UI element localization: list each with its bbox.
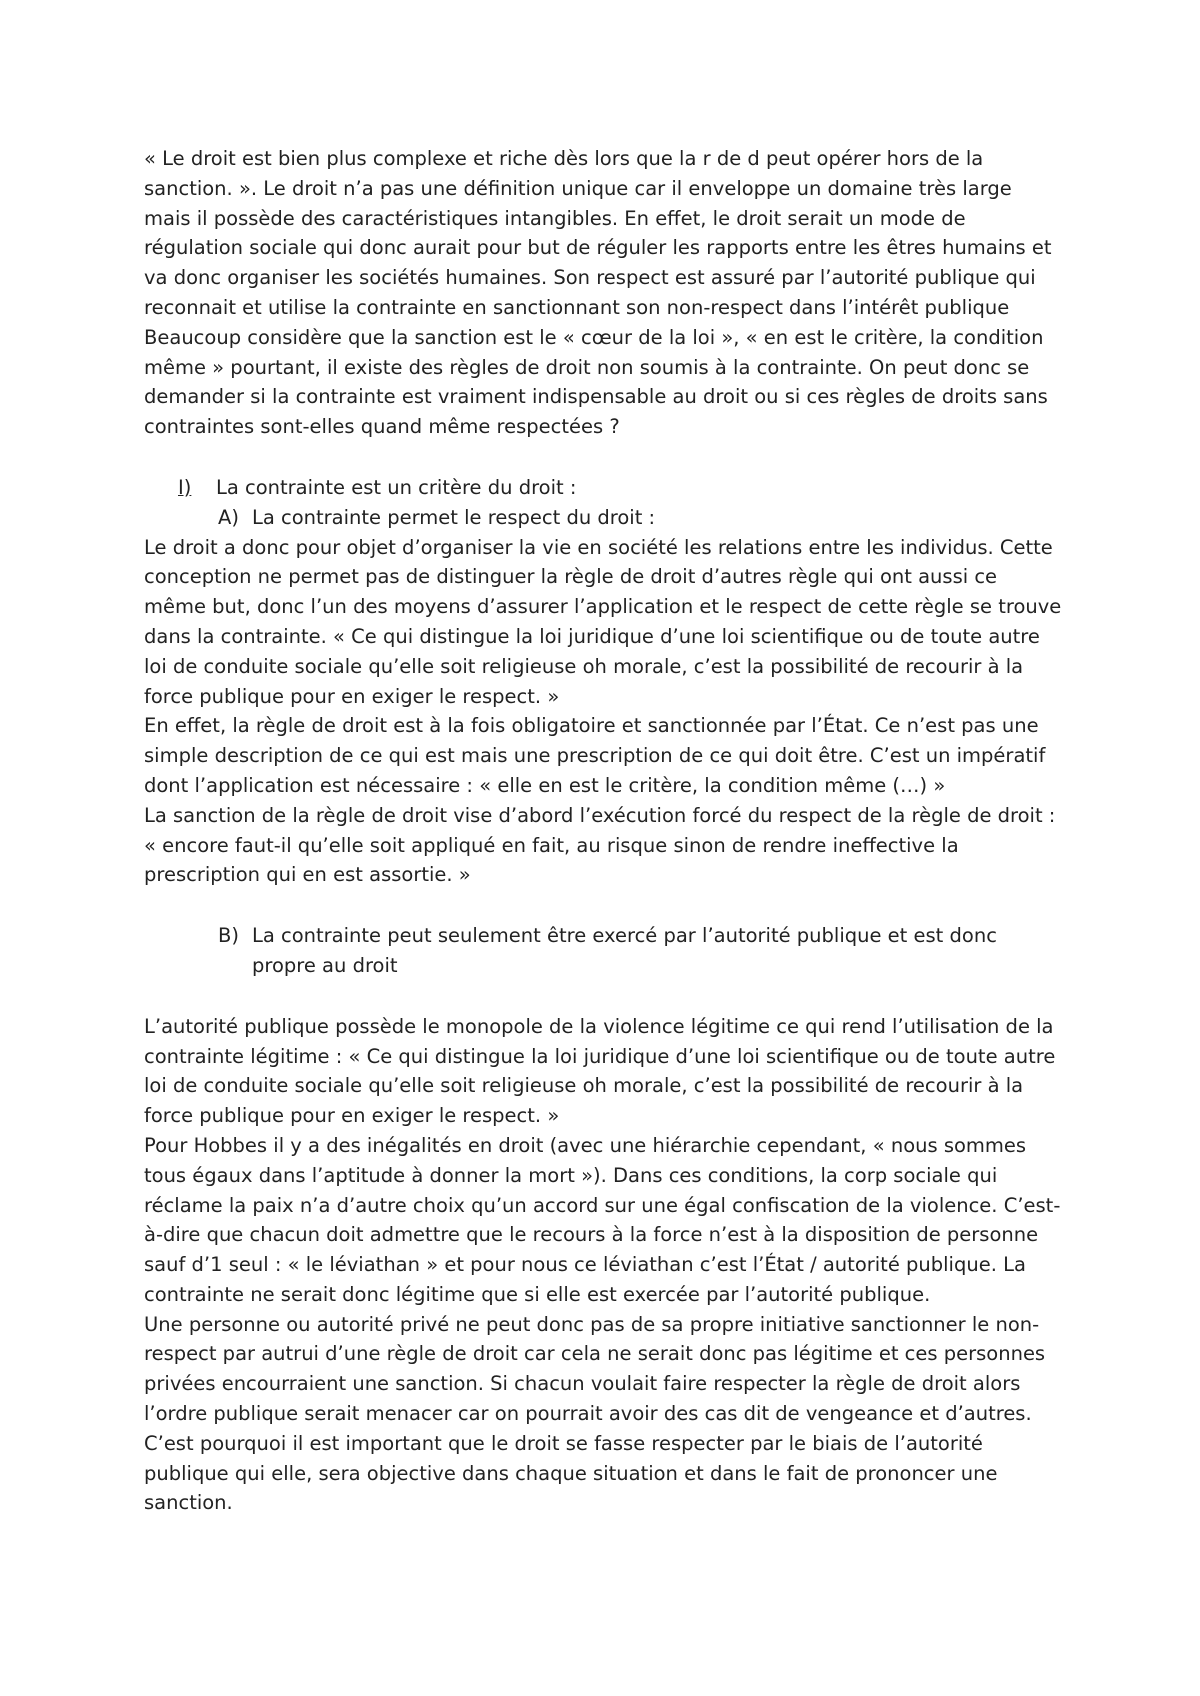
text-line: régulation sociale qui donc aurait pour but de réguler les rapports entre les êtres humains et: [144, 236, 1052, 260]
text-line: force publique pour en exiger le respect. »: [144, 684, 560, 708]
text-line: respect par autrui d’une règle de droit car cela ne serait donc pas légitime et ces personnes: [144, 1342, 1046, 1366]
subsection-heading-a: [144, 503, 1070, 533]
subsection-letter: A): [218, 505, 239, 529]
text-line: loi de conduite sociale qu’elle soit religieuse oh morale, c’est la possibilité de recourir à la: [144, 654, 1024, 678]
text-line: mais il possède des caractéristiques intangibles. En effet, le droit serait un mode de: [144, 206, 966, 230]
intro-paragraph: [144, 144, 1070, 442]
text-line: sanction.: [144, 1491, 233, 1515]
section-title: La contrainte est un critère du droit :: [216, 475, 577, 499]
text-line: publique qui elle, sera objective dans chaque situation et dans le fait de prononcer une: [144, 1461, 998, 1485]
subsection-title-line: propre au droit: [252, 953, 398, 977]
section-heading-1: [144, 473, 1070, 503]
text-line: Beaucoup considère que la sanction est le « cœur de la loi », « en est le critère, la condition: [144, 325, 1044, 349]
text-line: force publique pour en exiger le respect. »: [144, 1104, 560, 1128]
subsection-title: La contrainte permet le respect du droit :: [252, 505, 656, 529]
subsection-letter: B): [218, 924, 239, 948]
text-line: à-dire que chacun doit admettre que le recours à la force n’est à la disposition de personne: [144, 1223, 1039, 1247]
text-line: « encore faut-il qu’elle soit appliqué en fait, au risque sinon de rendre ineffective la: [144, 833, 959, 857]
text-line: même » pourtant, il existe des règles de droit non soumis à la contrainte. On peut donc se: [144, 355, 1030, 379]
text-line: reconnait et utilise la contrainte en sanctionnant son non-respect dans l’intérêt publique: [144, 295, 1010, 319]
text-line: C’est pourquoi il est important que le droit se fasse respecter par le biais de l’autorité: [144, 1431, 983, 1455]
text-line: loi de conduite sociale qu’elle soit religieuse oh morale, c’est la possibilité de recourir à la: [144, 1074, 1024, 1098]
text-line: conception ne permet pas de distinguer la règle de droit d’autres règle qui ont aussi ce: [144, 565, 998, 589]
spacer: [144, 981, 1070, 1012]
text-line: contraintes sont-elles quand même respectées ?: [144, 415, 620, 439]
text-line: En effet, la règle de droit est à la fois obligatoire et sanctionnée par l’État. Ce n’est pas une: [144, 714, 1039, 738]
text-line: sauf d’1 seul : « le léviathan » et pour nous ce léviathan c’est l’État / autorité publique. La: [144, 1253, 1026, 1277]
text-line: prescription qui en est assortie. »: [144, 863, 471, 887]
text-line: simple description de ce qui est mais une prescription de ce qui doit être. C’est un impératif: [144, 744, 1046, 768]
text-line: Pour Hobbes il y a des inégalités en droit (avec une hiérarchie cependant, « nous sommes: [144, 1133, 1027, 1157]
section-number: I): [178, 475, 192, 499]
text-line: Le droit a donc pour objet d’organiser la vie en société les relations entre les individus. Cette: [144, 535, 1053, 559]
section-b-paragraph: [144, 1012, 1070, 1519]
subsection-heading-b: [144, 921, 1070, 981]
text-line: même but, donc l’un des moyens d’assurer l’application et le respect de cette règle se trouve: [144, 595, 1062, 619]
text-line: L’autorité publique possède le monopole de la violence légitime ce qui rend l’utilisation de la: [144, 1014, 1054, 1038]
text-line: contrainte ne serait donc légitime que si elle est exercée par l’autorité publique.: [144, 1282, 931, 1306]
text-line: demander si la contrainte est vraiment indispensable au droit ou si ces règles de droits sans: [144, 385, 1048, 409]
text-line: dans la contrainte. « Ce qui distingue la loi juridique d’une loi scientifique ou de toute autre: [144, 624, 1040, 648]
subsection-title-line: La contrainte peut seulement être exercé par l’autorité publique et est donc: [252, 924, 997, 948]
text-line: contrainte légitime : « Ce qui distingue la loi juridique d’une loi scientifique ou de toute autre: [144, 1044, 1056, 1068]
text-line: réclame la paix n’a d’autre choix qu’un accord sur une égal confiscation de la violence. C’est-: [144, 1193, 1061, 1217]
section-a-paragraph: [144, 533, 1070, 891]
text-line: tous égaux dans l’aptitude à donner la mort »). Dans ces conditions, la corp sociale qui: [144, 1163, 998, 1187]
text-line: « Le droit est bien plus complexe et riche dès lors que la r de d peut opérer hors de la: [144, 147, 984, 170]
text-line: dont l’application est nécessaire : « elle en est le critère, la condition même (…) »: [144, 773, 946, 797]
text-line: l’ordre publique serait menacer car on pourrait avoir des cas dit de vengeance et d’autres.: [144, 1402, 1032, 1426]
text-line: La sanction de la règle de droit vise d’abord l’exécution forcé du respect de la règle de droit :: [144, 803, 1056, 827]
text-line: va donc organiser les sociétés humaines. Son respect est assuré par l’autorité publique qui: [144, 266, 1036, 290]
text-line: sanction. ». Le droit n’a pas une définition unique car il enveloppe un domaine très large: [144, 176, 1012, 200]
subsection-title: [252, 921, 997, 981]
text-line: privées encourraient une sanction. Si chacun voulait faire respecter la règle de droit alors: [144, 1372, 1021, 1396]
text-line: Une personne ou autorité privé ne peut donc pas de sa propre initiative sanctionner le non-: [144, 1312, 1040, 1336]
